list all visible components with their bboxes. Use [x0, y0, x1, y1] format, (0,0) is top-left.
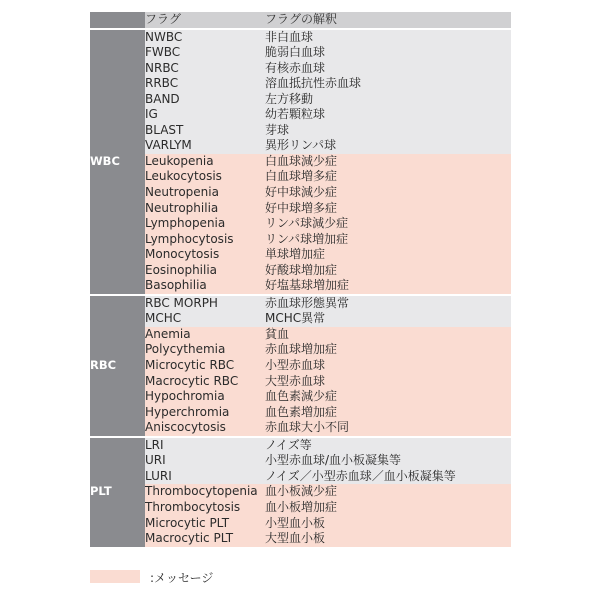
- header-flag: フラグ: [145, 12, 265, 29]
- table-row: [90, 201, 511, 217]
- flag-name: Macrocytic PLT: [145, 531, 265, 547]
- table-row: [90, 469, 511, 485]
- flag-interpretation: 好酸球増加症: [265, 263, 511, 279]
- category-label: RBC: [90, 295, 145, 437]
- flag-name: Polycythemia: [145, 342, 265, 358]
- flag-name: LURI: [145, 469, 265, 485]
- flag-interpretation: リンパ球増加症: [265, 232, 511, 248]
- table-row: [90, 389, 511, 405]
- table-header-row: [90, 12, 511, 29]
- table-row: [90, 374, 511, 390]
- table-row: [90, 342, 511, 358]
- flag-interpretation: 血小板増加症: [265, 500, 511, 516]
- flag-interpretation: 単球増加症: [265, 247, 511, 263]
- flag-name: Thrombocytopenia: [145, 484, 265, 500]
- table-row: [90, 405, 511, 421]
- table-row: [90, 45, 511, 61]
- legend-label: :メッセージ: [150, 571, 214, 585]
- flag-interpretation: 赤血球増加症: [265, 342, 511, 358]
- flag-interpretation: MCHC異常: [265, 311, 511, 327]
- flag-name: RRBC: [145, 76, 265, 92]
- flag-name: Hypochromia: [145, 389, 265, 405]
- table-row: [90, 327, 511, 343]
- flag-name: BAND: [145, 92, 265, 108]
- table-row: [90, 437, 511, 454]
- table-row: [90, 169, 511, 185]
- table-row: [90, 311, 511, 327]
- flag-name: Anemia: [145, 327, 265, 343]
- table-row: [90, 500, 511, 516]
- flag-interpretation: 左方移動: [265, 92, 511, 108]
- table-body: [90, 29, 511, 547]
- flag-name: LRI: [145, 437, 265, 454]
- flag-table: [90, 12, 511, 547]
- flag-interpretation: 小型赤血球/血小板凝集等: [265, 453, 511, 469]
- table-row: [90, 185, 511, 201]
- flag-interpretation: 有核赤血球: [265, 61, 511, 77]
- flag-interpretation: 異形リンパ球: [265, 138, 511, 154]
- flag-name: Lymphopenia: [145, 216, 265, 232]
- flag-name: Basophilia: [145, 278, 265, 295]
- table-row: [90, 247, 511, 263]
- flag-name: Eosinophilia: [145, 263, 265, 279]
- table-row: [90, 531, 511, 547]
- flag-name: VARLYM: [145, 138, 265, 154]
- flag-interpretation: 非白血球: [265, 29, 511, 46]
- flag-interpretation: 血色素減少症: [265, 389, 511, 405]
- flag-interpretation: ノイズ／小型赤血球／血小板凝集等: [265, 469, 511, 485]
- flag-interpretation: ノイズ等: [265, 437, 511, 454]
- flag-name: Leukocytosis: [145, 169, 265, 185]
- flag-name: Microcytic RBC: [145, 358, 265, 374]
- flag-name: NWBC: [145, 29, 265, 46]
- table-row: [90, 278, 511, 295]
- flag-interpretation: 貧血: [265, 327, 511, 343]
- table-row: [90, 420, 511, 437]
- table-row: [90, 295, 511, 312]
- flag-interpretation: 溶血抵抗性赤血球: [265, 76, 511, 92]
- flag-interpretation: 芽球: [265, 123, 511, 139]
- flag-name: Neutrophilia: [145, 201, 265, 217]
- flag-interpretation: 血小板減少症: [265, 484, 511, 500]
- flag-name: Monocytosis: [145, 247, 265, 263]
- category-label: WBC: [90, 29, 145, 295]
- table-row: [90, 154, 511, 170]
- table-row: [90, 76, 511, 92]
- flag-interpretation: 赤血球形態異常: [265, 295, 511, 312]
- table-row: [90, 516, 511, 532]
- table-row: [90, 358, 511, 374]
- flag-name: Hyperchromia: [145, 405, 265, 421]
- table-row: [90, 138, 511, 154]
- flag-name: BLAST: [145, 123, 265, 139]
- table-row: [90, 484, 511, 500]
- flag-name: MCHC: [145, 311, 265, 327]
- flag-interpretation: 大型血小板: [265, 531, 511, 547]
- flag-interpretation: リンパ球減少症: [265, 216, 511, 232]
- flag-interpretation: 好塩基球増加症: [265, 278, 511, 295]
- flag-name: Leukopenia: [145, 154, 265, 170]
- header-interpretation: フラグの解釈: [265, 12, 511, 29]
- flag-interpretation: 白血球減少症: [265, 154, 511, 170]
- flag-name: Neutropenia: [145, 185, 265, 201]
- flag-name: RBC MORPH: [145, 295, 265, 312]
- flag-name: Microcytic PLT: [145, 516, 265, 532]
- flag-name: Macrocytic RBC: [145, 374, 265, 390]
- flag-name: IG: [145, 107, 265, 123]
- flag-interpretation: 好中球減少症: [265, 185, 511, 201]
- flag-interpretation: 好中球増多症: [265, 201, 511, 217]
- table-row: [90, 61, 511, 77]
- flag-interpretation: 大型赤血球: [265, 374, 511, 390]
- flag-interpretation: 白血球増多症: [265, 169, 511, 185]
- category-label: PLT: [90, 437, 145, 547]
- table-row: [90, 92, 511, 108]
- flag-name: URI: [145, 453, 265, 469]
- flag-interpretation: 血色素増加症: [265, 405, 511, 421]
- table-row: [90, 263, 511, 279]
- flag-name: Lymphocytosis: [145, 232, 265, 248]
- header-category-cell: [90, 12, 145, 29]
- legend-swatch: [90, 570, 140, 583]
- flag-name: FWBC: [145, 45, 265, 61]
- table-row: [90, 107, 511, 123]
- table-row: [90, 29, 511, 46]
- flag-interpretation: 脆弱白血球: [265, 45, 511, 61]
- table-row: [90, 232, 511, 248]
- table-row: [90, 123, 511, 139]
- table-row: [90, 453, 511, 469]
- flag-interpretation: 小型血小板: [265, 516, 511, 532]
- flag-interpretation: 幼若顆粒球: [265, 107, 511, 123]
- flag-name: Aniscocytosis: [145, 420, 265, 437]
- table-row: [90, 216, 511, 232]
- flag-interpretation: 小型赤血球: [265, 358, 511, 374]
- flag-interpretation: 赤血球大小不同: [265, 420, 511, 437]
- flag-name: NRBC: [145, 61, 265, 77]
- flag-name: Thrombocytosis: [145, 500, 265, 516]
